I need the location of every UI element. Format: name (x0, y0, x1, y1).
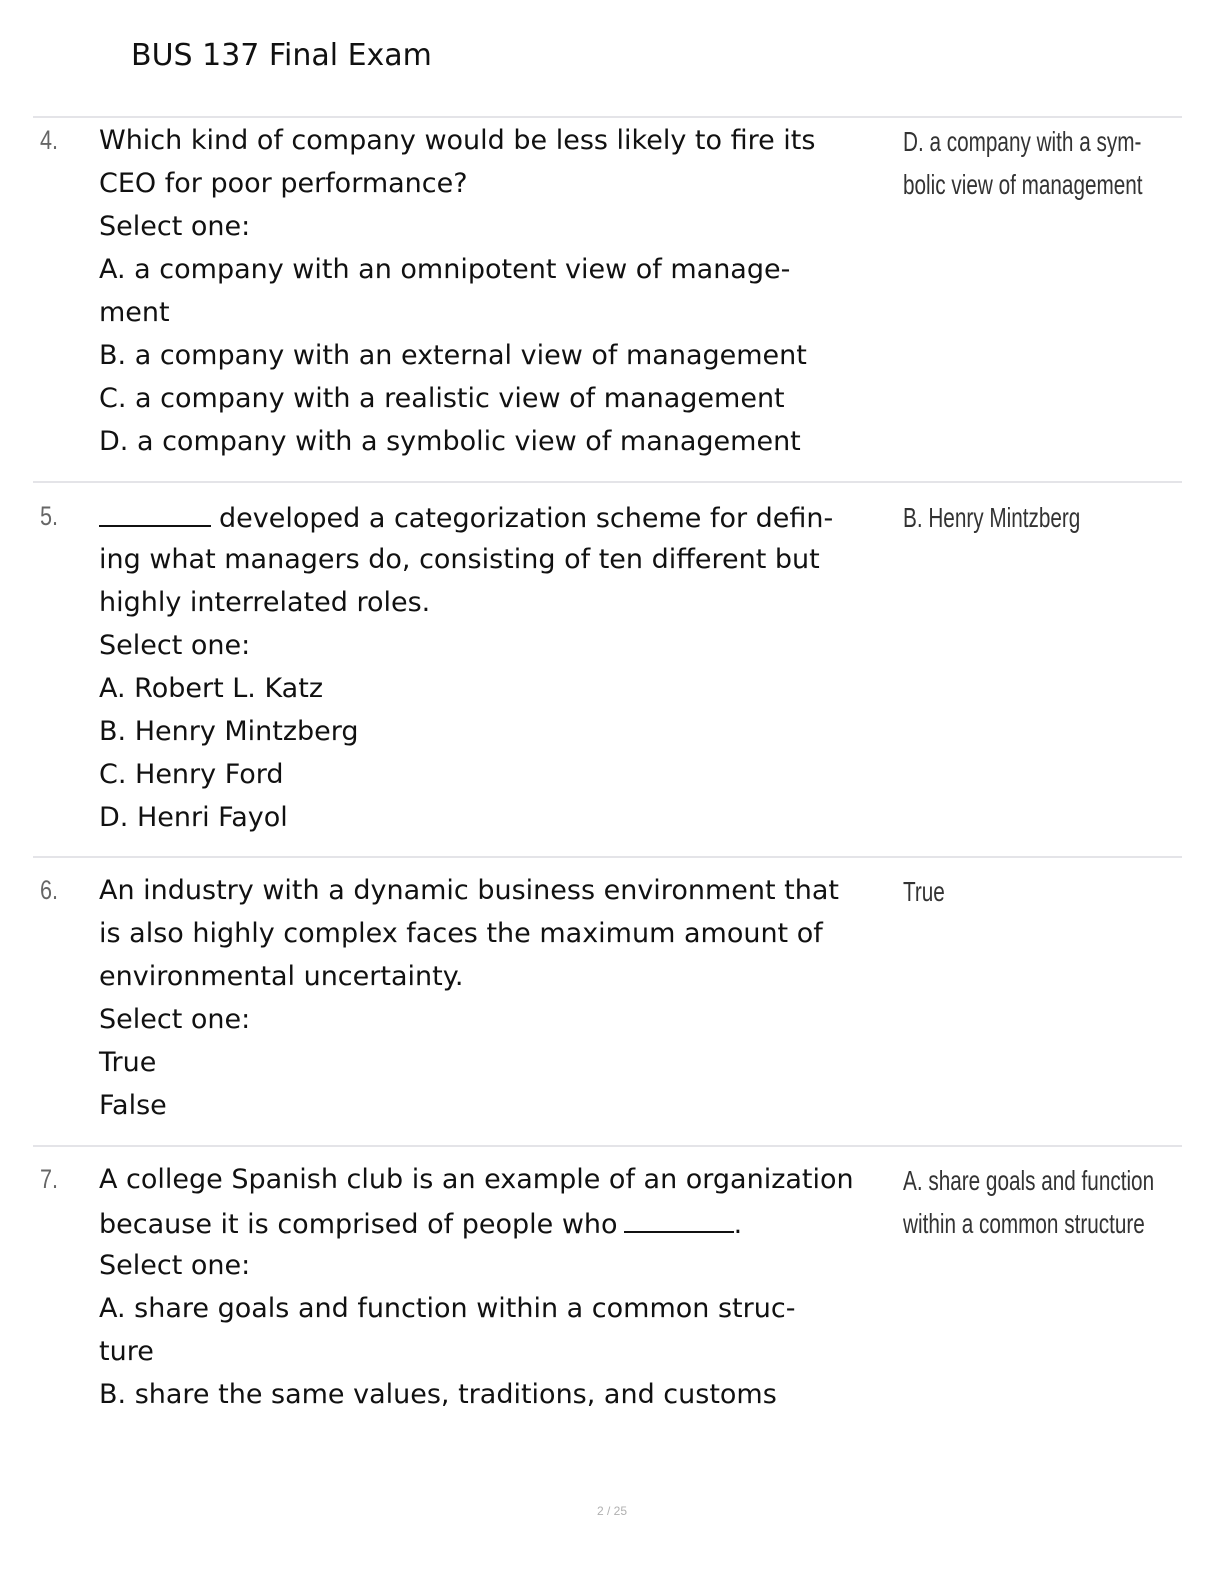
select-one-label: Select one: (99, 630, 251, 661)
question-text-line: An industry with a dynamic business environment that (99, 875, 839, 906)
option-b[interactable]: B. Henry Mintzberg (99, 716, 359, 747)
question-number: 6. (40, 875, 59, 905)
question-7 (99, 1158, 899, 1416)
option-false[interactable]: False (99, 1090, 167, 1121)
divider (33, 116, 1182, 118)
select-one-label: Select one: (99, 1004, 251, 1035)
answer-line: within a common structure (903, 1208, 1145, 1239)
question-text-period: . (733, 1209, 743, 1240)
question-text-line: environmental uncertainty. (99, 961, 464, 992)
answer-line: bolic view of management (903, 169, 1143, 200)
question-text-line: developed a categorization scheme for defin- (219, 503, 834, 534)
question-4 (99, 119, 899, 463)
question-text-line: ing what managers do, consisting of ten different but (99, 544, 820, 575)
answer-blank (624, 1201, 734, 1233)
option-a-line[interactable]: ment (99, 297, 170, 328)
question-5 (99, 495, 899, 839)
answer-line: True (903, 876, 945, 907)
question-number: 5. (40, 501, 59, 531)
page-title: BUS 137 Final Exam (131, 38, 432, 73)
question-number: 4. (40, 125, 59, 155)
answer-annotation (903, 496, 1080, 539)
option-a-line[interactable]: A. share goals and function within a common struc- (99, 1293, 796, 1324)
option-d[interactable]: D. a company with a symbolic view of management (99, 426, 801, 457)
divider (33, 856, 1182, 858)
answer-line: D. a company with a sym- (903, 126, 1142, 157)
select-one-label: Select one: (99, 1250, 251, 1281)
option-true[interactable]: True (99, 1047, 157, 1078)
question-6 (99, 869, 899, 1127)
question-number: 7. (40, 1164, 59, 1194)
answer-line: B. Henry Mintzberg (903, 502, 1081, 533)
option-a-line[interactable]: A. a company with an omnipotent view of manage- (99, 254, 791, 285)
option-d[interactable]: D. Henri Fayol (99, 802, 288, 833)
divider (33, 481, 1182, 483)
option-c[interactable]: C. a company with a realistic view of management (99, 383, 785, 414)
answer-annotation (903, 1159, 1154, 1245)
answer-blank (99, 495, 211, 527)
answer-line: A. share goals and function (903, 1165, 1155, 1196)
option-b[interactable]: B. a company with an external view of management (99, 340, 807, 371)
option-a[interactable]: A. Robert L. Katz (99, 673, 323, 704)
divider (33, 1145, 1182, 1147)
select-one-label: Select one: (99, 211, 251, 242)
answer-annotation (903, 120, 1143, 206)
option-a-line[interactable]: ture (99, 1336, 154, 1367)
option-c[interactable]: C. Henry Ford (99, 759, 284, 790)
question-text-line: CEO for poor performance? (99, 168, 468, 199)
question-text-line: is also highly complex faces the maximum amount of (99, 918, 823, 949)
question-text-line: highly interrelated roles. (99, 587, 431, 618)
answer-annotation (903, 870, 945, 913)
option-b[interactable]: B. share the same values, traditions, and customs (99, 1379, 777, 1410)
question-text-line: because it is comprised of people who (99, 1209, 618, 1240)
page-number: 2 / 25 (596, 1504, 628, 1518)
question-text-line: Which kind of company would be less likely to fire its (99, 125, 816, 156)
question-text-line: A college Spanish club is an example of an organization (99, 1164, 854, 1195)
